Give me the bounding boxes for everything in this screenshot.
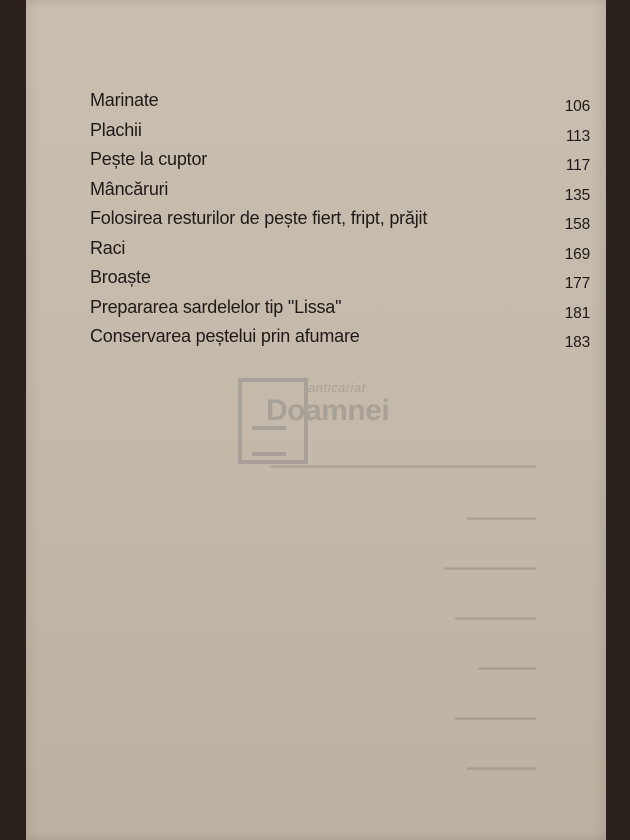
toc-entry-title: Pește la cuptor [90, 149, 208, 169]
watermark-big-text: Doamnei [266, 394, 390, 427]
toc-entry [90, 265, 590, 295]
toc-entry [90, 295, 590, 325]
bleed-line: ▁▁▁▁▁▁▁ [455, 703, 536, 720]
bleed-line: ▁▁▁▁▁▁ [466, 753, 536, 770]
toc-entry [90, 118, 590, 148]
bleed-line: ▁▁▁▁▁▁▁ [455, 603, 536, 620]
book-page [26, 0, 606, 840]
toc-entry-page: 117 [565, 157, 590, 174]
toc-entry-title: Prepararea sardelelor tip "Lissa" [90, 296, 342, 317]
toc-entry-title: Marinate [90, 90, 159, 110]
bleed-line: ▁▁▁▁▁▁▁▁ [443, 553, 536, 570]
toc-entry-page: 177 [564, 275, 590, 292]
toc-entry-title: Raci [90, 237, 126, 258]
toc-entry-title: Plachii [90, 119, 142, 140]
toc-entry-title: Mâncăruri [90, 178, 169, 199]
toc-entry [90, 147, 590, 177]
toc-entry [90, 206, 590, 236]
toc-entry-page: 113 [565, 127, 590, 145]
toc-entry-title: Folosirea resturilor de pește fiert, fript, prăjit [90, 208, 428, 228]
bleed-line: ▁▁▁▁▁▁▁▁▁▁▁▁▁▁▁▁▁▁▁▁▁▁▁ [270, 451, 536, 468]
toc-entry [90, 236, 590, 266]
toc-entry-title: Conservarea peștelui prin afumare [90, 326, 360, 346]
toc-entry [90, 324, 590, 354]
bleed-through-text [236, 440, 556, 780]
table-of-contents [90, 88, 590, 354]
toc-entry [90, 88, 590, 118]
toc-entry-page: 135 [564, 186, 590, 204]
toc-entry-title: Broaște [90, 267, 151, 287]
toc-entry-page: 181 [564, 304, 590, 322]
toc-entry-page: 158 [564, 216, 590, 233]
bleed-line: ▁▁▁▁▁ [478, 653, 536, 670]
toc-entry-page: 183 [564, 334, 590, 351]
toc-entry-page: 106 [564, 98, 590, 115]
toc-entry-page: 169 [564, 245, 590, 263]
watermark-small-text: anticariat [308, 380, 366, 395]
bleed-line: ▁▁▁▁▁▁ [466, 503, 536, 520]
toc-entry [90, 177, 590, 207]
